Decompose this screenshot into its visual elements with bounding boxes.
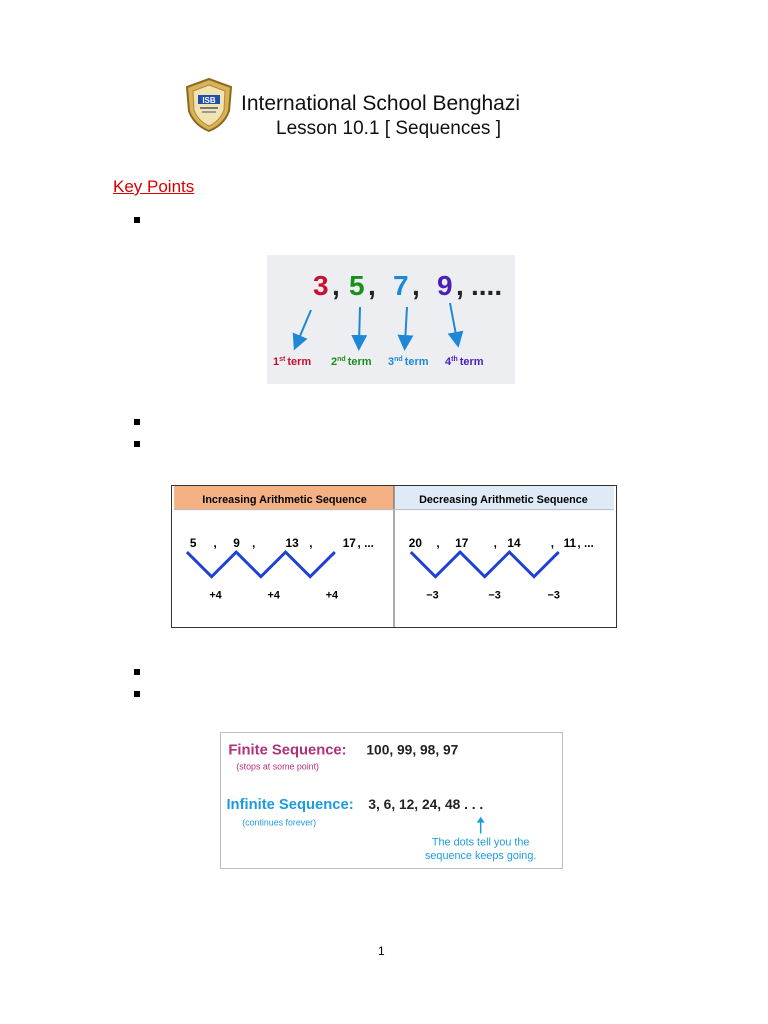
svg-text:,: ,: [493, 536, 497, 551]
seq-number-3: 7: [393, 270, 409, 301]
term-label-3: 3nd term: [388, 356, 429, 368]
bullet-5: [134, 691, 140, 697]
sequence-terms-figure: [267, 255, 515, 384]
bullet-3: [134, 441, 140, 447]
inc-term-2: 9: [233, 536, 240, 551]
seq-number-4: 9: [437, 270, 453, 301]
term-label-2: 2nd term: [331, 356, 372, 368]
decreasing-header: Decreasing Arithmetic Sequence: [419, 493, 588, 506]
inc-diff-2: +4: [267, 589, 280, 602]
inc-term-4: 17: [342, 536, 356, 551]
key-points-heading: Key Points: [113, 177, 195, 196]
finite-values: 100, 99, 98, 97: [366, 742, 459, 758]
dec-term-3: 14: [507, 536, 521, 551]
page-number: 1: [378, 944, 385, 958]
arrow-term-2: [359, 307, 360, 343]
dots-note-line2: sequence keeps going.: [424, 850, 537, 863]
svg-text:,: ,: [550, 536, 555, 551]
svg-text:,: ,: [456, 270, 464, 301]
svg-text:, ...: , ...: [357, 536, 374, 551]
dec-diff-2: −3: [488, 589, 501, 602]
infinite-values: 3, 6, 12, 24, 48 . . .: [368, 796, 484, 812]
svg-text:,: ,: [368, 270, 376, 301]
dec-diff-1: −3: [426, 589, 439, 602]
svg-text:,: ,: [436, 536, 440, 551]
increasing-v-lines: [187, 552, 335, 577]
svg-text:,: ,: [252, 536, 256, 551]
logo-text: ISB: [202, 96, 216, 105]
bullet-1: [134, 217, 140, 223]
term-label-4: 4th term: [445, 356, 484, 368]
dots-arrow-head: [477, 817, 485, 823]
dots-note-line1: The dots tell you the: [431, 836, 530, 849]
infinite-note: (continues forever): [242, 817, 317, 828]
seq-number-1: 3: [313, 270, 329, 301]
inc-diff-3: +4: [325, 589, 339, 602]
dec-term-4: 11: [563, 536, 577, 551]
svg-text:,: ,: [309, 536, 313, 551]
svg-text:,: ,: [412, 270, 420, 301]
finite-label: Finite Sequence:: [228, 742, 347, 759]
bullet-4: [134, 669, 140, 675]
finite-infinite-figure: [220, 732, 563, 869]
dec-diff-3: −3: [547, 589, 560, 602]
seq-number-2: 5: [349, 270, 365, 301]
finite-note: (stops at some point): [236, 761, 320, 772]
lesson-title: Lesson 10.1 [ Sequences ]: [276, 118, 501, 139]
arithmetic-sequence-figure: [171, 485, 617, 628]
school-logo: [184, 77, 234, 133]
svg-text:, ...: , ...: [577, 536, 594, 551]
inc-term-1: 5: [189, 536, 197, 551]
seq-ellipsis: ....: [471, 270, 503, 301]
svg-text:,: ,: [213, 536, 217, 551]
arrow-term-1: [297, 310, 311, 343]
term-label-1: 1st term: [273, 356, 312, 368]
school-name: International School Benghazi: [241, 92, 521, 115]
arrow-term-3: [405, 307, 407, 343]
svg-text:,: ,: [332, 270, 340, 301]
decreasing-v-lines: [411, 552, 559, 577]
inc-diff-1: +4: [209, 589, 222, 602]
arrow-term-4: [450, 303, 457, 340]
infinite-label: Infinite Sequence:: [226, 796, 354, 813]
dec-term-2: 17: [455, 536, 469, 551]
inc-term-3: 13: [285, 536, 299, 551]
dec-term-1: 20: [408, 536, 422, 551]
bullet-2: [134, 419, 140, 425]
increasing-header: Increasing Arithmetic Sequence: [202, 493, 367, 506]
